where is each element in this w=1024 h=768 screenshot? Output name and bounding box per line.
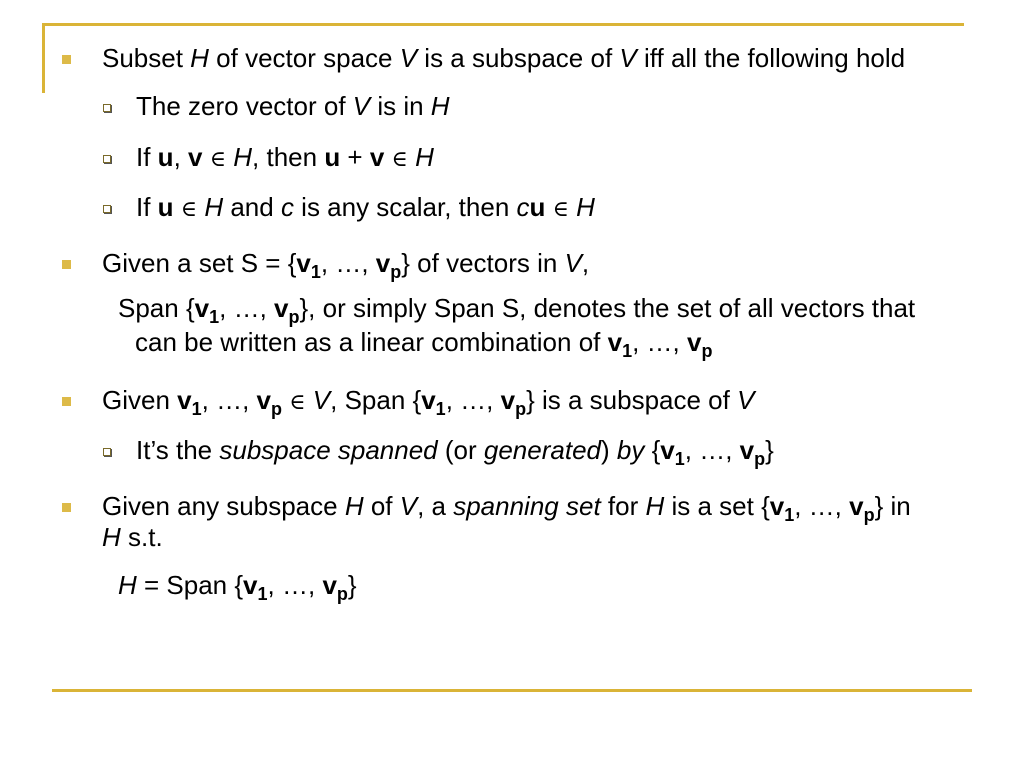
bullet-square-icon: [62, 397, 71, 406]
bullet-text-b2c2: can be written as a linear combination of $v_1$, …, $v_p$: [135, 327, 713, 361]
bullet-square-icon: [62, 503, 71, 512]
bullet-text-b2c1: Span {$v_1$, …, $v_p$}, or simply Span S, denotes the set of all vectors that: [118, 293, 916, 327]
bullet-square-icon: [62, 260, 71, 269]
bullet-text-b1c: If u ∈ H and c is any scalar, then cu ∈ H: [136, 192, 595, 222]
top-rule: [42, 23, 964, 26]
bullet-text-b1a: The zero vector of V is in H: [136, 91, 450, 121]
bullet-square-icon: [62, 55, 71, 64]
bullet-text-b1: Subset H of vector space V is a subspace of V iff all the following hold: [102, 43, 906, 73]
sub-bullet-box-icon: [103, 104, 111, 112]
bullet-text-b3a: It’s the subspace spanned (or generated) by {$v_1$, …, $v_p$}: [136, 435, 774, 469]
bottom-rule: [52, 689, 972, 692]
bullet-text-b4f: H = Span {$v_1$, …, $v_p$}: [118, 570, 357, 604]
bullet-text-b4c: H s.t.: [102, 522, 163, 552]
bullet-text-b1b: If u, v ∈ H, then u + v ∈ H: [136, 142, 434, 172]
left-rule: [42, 23, 45, 93]
bullet-text-b3: Given $v_1$, …, $v_p$ ∈ V, Span {$v_1$, …, $v_p$} is a subspace of V: [102, 385, 755, 419]
sub-bullet-box-icon: [103, 155, 111, 163]
bullet-text-b2: Given a set $S = \{v_1$, …, $v_p$} of vectors in V,: [102, 248, 590, 282]
sub-bullet-box-icon: [103, 448, 111, 456]
sub-bullet-box-icon: [103, 205, 111, 213]
bullet-text-b4: Given any subspace H of V, a spanning set for H is a set {$v_1$, …, $v_p$} in: [102, 491, 911, 525]
